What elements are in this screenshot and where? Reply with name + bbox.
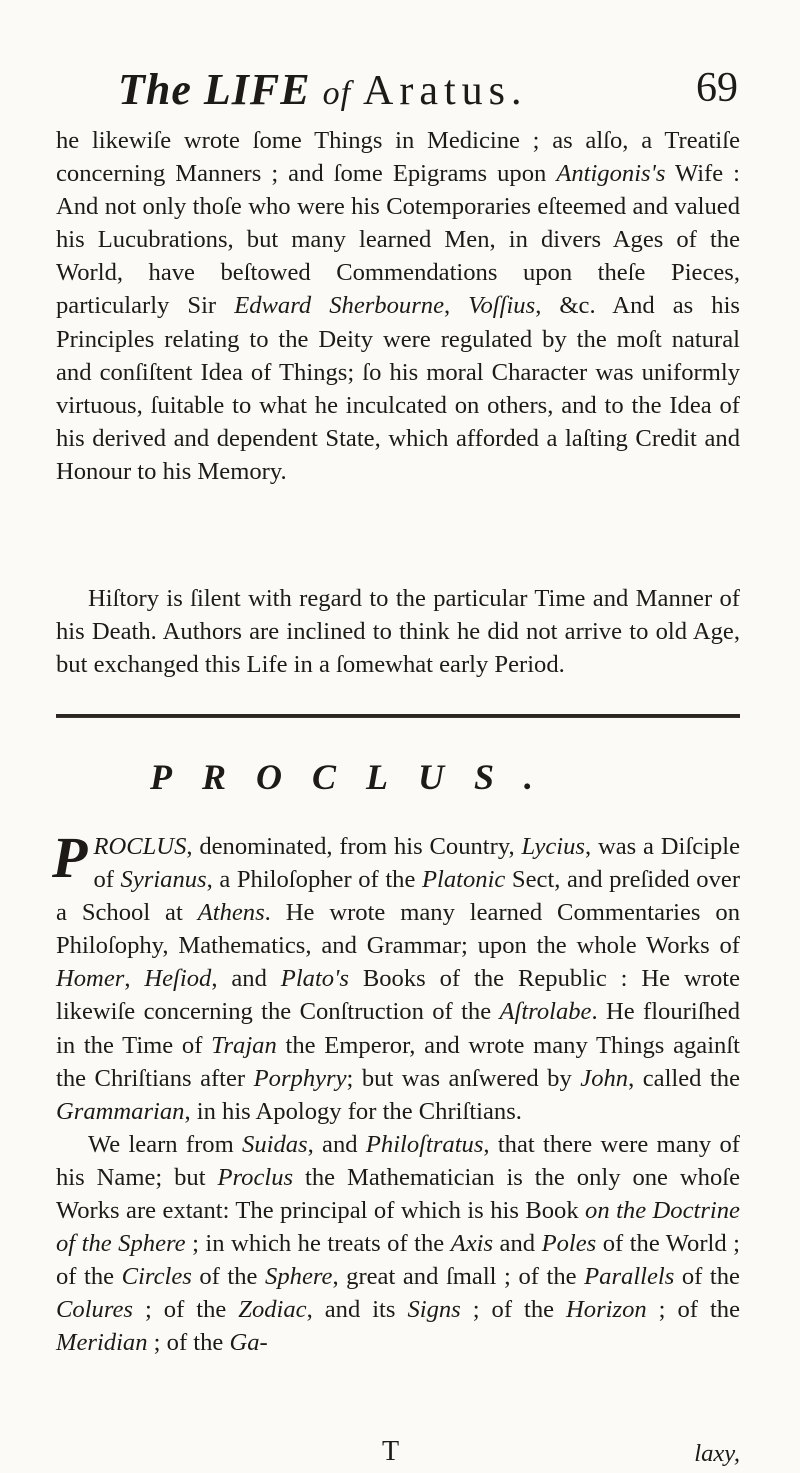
text-run-italic: Platonic (421, 866, 506, 894)
text-run-italic: Grammarian (56, 1097, 185, 1125)
signature-mark: T (382, 1436, 400, 1467)
text-run-italic: Homer (56, 965, 125, 993)
text-run-italic: John (580, 1064, 629, 1092)
text-run: , (124, 965, 145, 993)
text-run: of the World ; of the (56, 1230, 741, 1291)
text-run: the Mathematician is the only one whoſe Works are extant: The principal of which is his Book (56, 1163, 740, 1225)
running-head-life: LIFE (203, 65, 311, 114)
text-run: , great and ſmall ; of the (332, 1263, 585, 1291)
text-run-italic: Sphere (265, 1263, 333, 1291)
text-run-italic: ROCLUS (93, 833, 187, 860)
text-run-italic: Axis (450, 1230, 494, 1258)
running-head (118, 56, 738, 120)
text-run-italic: Athens (197, 899, 265, 927)
text-run: of the (674, 1263, 740, 1291)
text-run-italic: Parallels (584, 1263, 675, 1291)
text-run: , and (307, 1130, 366, 1158)
paragraph-text: Hiſtory is ſilent with regard to the particular Time and Manner of his Death. Authors are inclined to think he did not arrive to old Age, but exchanged this Life in a ſomewhat early Period. (56, 585, 740, 679)
text-run: Books of the Republic : He wrote likewiſe concerning the Conſtruction of the (56, 965, 740, 1026)
running-head-the: The (118, 65, 192, 114)
text-run: ; of the (147, 1329, 230, 1357)
text-run-italic: Philoſtratus (365, 1130, 484, 1158)
text-run-italic: Colures (56, 1296, 133, 1324)
text-run: Wife : And not only thoſe who were his Cotemporaries eſteemed and valued his Lucubrations, but many learned Men, in divers Ages of the World, have beſtowed Commendations upon theſe Pieces, particularly Sir (56, 160, 741, 320)
text-run: . He flouriſhed in the Time of (56, 998, 740, 1059)
proclus-paragraph-2 (56, 1128, 740, 1360)
section-title: PROCLUS. (150, 757, 564, 797)
text-run: , denominated, from his Country, (186, 833, 522, 860)
text-run: ; in which he treats of the (185, 1230, 451, 1258)
text-run-italic: Aſtrolabe (499, 998, 592, 1026)
text-run-italic: on the Doctrine of the Sphere (56, 1197, 740, 1258)
text-run-italic: Edward Sherbourne (234, 292, 444, 320)
text-run-italic: Antigonis's (556, 160, 666, 188)
text-run-italic: Suidas (242, 1130, 308, 1158)
text-run-italic: Poles (541, 1230, 597, 1258)
text-run: the Emperor, and wrote many Things againſt the Chriſtians after (56, 1031, 740, 1092)
section-divider-rule (56, 712, 740, 719)
proclus-paragraph-1 (52, 825, 741, 1128)
text-run-italic: Porphyry (253, 1064, 347, 1092)
text-run: , a Philoſopher of the (206, 866, 422, 894)
text-run: , (444, 292, 469, 320)
text-run-italic: Signs (407, 1296, 461, 1324)
page-number: 69 (696, 65, 738, 111)
text-run-italic: Syrianus (120, 866, 207, 894)
text-run-italic: Proclus (217, 1163, 294, 1191)
text-run: , and (211, 965, 281, 993)
text-run-italic: Zodiac (238, 1296, 307, 1324)
drop-cap: P (52, 825, 88, 890)
text-run-italic: Lycius (521, 833, 585, 860)
text-run: , and its (306, 1296, 408, 1324)
text-run: and (493, 1230, 542, 1258)
text-run: , &c. And as his Principles relating to the Deity were regulated by the moſt natural and conſiſtent Idea of Things; ſo his moral Character was uniformly virtuous, ſuitable to what he inculcated on others, and to the Idea of his derived and dependent State, which afforded a laſting Credit and Honour to his Memory. (56, 292, 740, 485)
text-run: . He wrote many learned Commentaries on Philoſophy, Mathematics, and Grammar; upon the whole Works of (56, 899, 740, 960)
text-run-italic: Horizon (566, 1296, 647, 1324)
page-footer (56, 1436, 740, 1472)
text-run: he likewiſe wrote ſome Things in Medicine ; as alſo, a Treatiſe concerning Manners ; and ſome Epigrams upon (56, 127, 740, 188)
text-run-italic: Plato's (280, 965, 349, 993)
text-run: , called the (628, 1064, 741, 1092)
running-head-name: Aratus. (363, 68, 528, 114)
text-run-italic: Heſiod (144, 965, 212, 993)
running-head-of: of (322, 75, 352, 112)
text-run-italic: Meridian (56, 1329, 148, 1357)
aratus-paragraph-1 (56, 124, 740, 488)
text-run-italic: Ga- (229, 1329, 268, 1357)
aratus-paragraph-2 (56, 582, 740, 681)
text-run: , that there were many of his Name; but (56, 1130, 740, 1191)
text-run: , was a Diſciple of (93, 833, 740, 894)
text-run: ; of the (132, 1296, 239, 1324)
text-run: ; but was anſwered by (346, 1064, 581, 1092)
text-run: Sect, and preſided over a School at (56, 866, 741, 927)
catchword: laxy, (694, 1440, 740, 1467)
text-run-italic: Trajan (211, 1031, 277, 1059)
text-run: ; of the (646, 1296, 740, 1324)
proclus-text (52, 825, 741, 1360)
text-run: ; of the (460, 1296, 567, 1324)
text-run-italic: Voſſius (468, 292, 536, 320)
text-run: of the (191, 1263, 266, 1291)
text-run-italic: Circles (121, 1263, 192, 1291)
text-run: We learn from (88, 1130, 243, 1158)
text-run: , in his Apology for the Chriſtians. (184, 1097, 522, 1125)
running-head-title (118, 64, 528, 115)
